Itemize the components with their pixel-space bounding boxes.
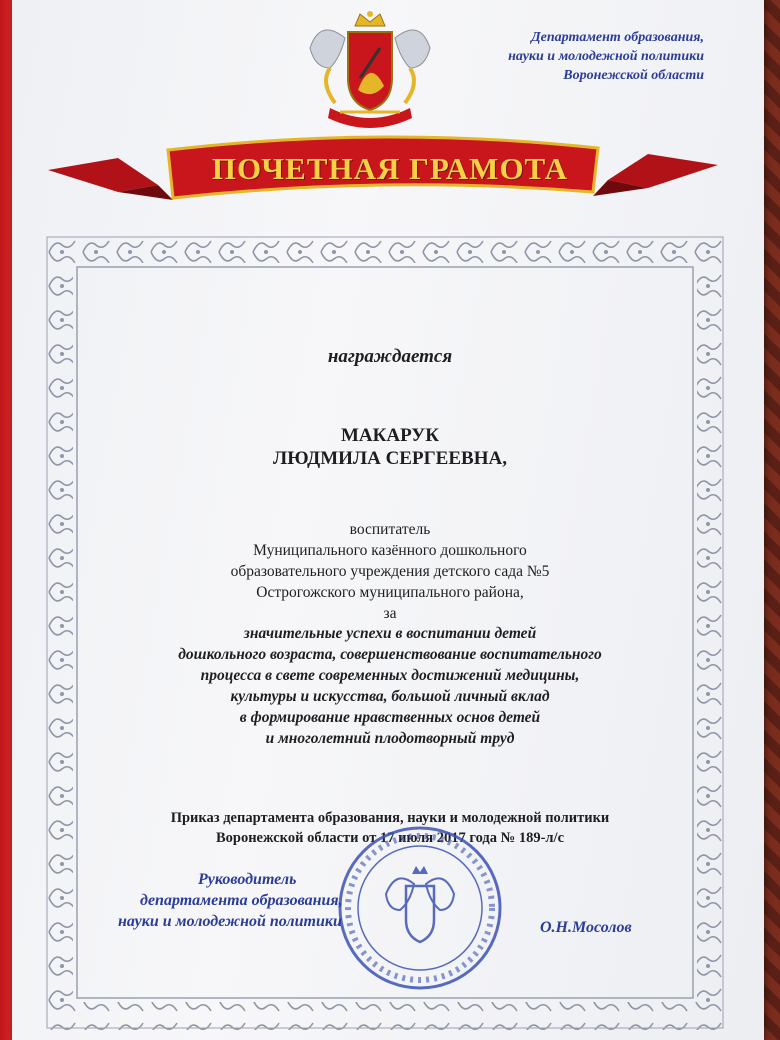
department-line: Департамент образования, [531, 30, 704, 45]
department-header [508, 28, 704, 85]
award-reason [0, 623, 780, 749]
signer-line: департамента образования, [140, 892, 343, 909]
merit-line: в формирование нравственных основ детей [239, 709, 541, 726]
awarded-label: награждается [327, 346, 453, 367]
signatory-name: О.Н.Мосолов [540, 919, 632, 936]
order-line: Воронежской области от 17 июля 2017 года № 189-л/с [215, 830, 565, 846]
recipient-surname: МАКАРУК [340, 425, 439, 446]
merit-line: процесса в свете современных достижений медицины, [200, 667, 580, 684]
position-line: за [383, 605, 397, 622]
certificate-title: ПОЧЕТНАЯ ГРАМОТА [211, 151, 569, 186]
signer-title [118, 869, 343, 932]
official-stamp [336, 824, 504, 992]
merit-line: культуры и искусства, большой личный вклад [230, 688, 550, 705]
position-line: Острогожского муниципального района, [256, 584, 524, 601]
signer-line: науки и молодежной политики [118, 913, 342, 930]
order-line: Приказ департамента образования, науки и молодежной политики [170, 810, 610, 826]
signer-line: Руководитель [198, 871, 297, 888]
department-line: науки и молодежной политики [508, 49, 704, 64]
position-line: Муниципального казённого дошкольного [253, 542, 527, 559]
merit-line: и многолетний плодотворный труд [265, 730, 515, 747]
recipient-given-name: ЛЮДМИЛА СЕРГЕЕВНА, [273, 448, 507, 469]
department-line: Воронежской области [563, 68, 704, 83]
position-line: образовательного учреждения детского сада №5 [230, 563, 550, 580]
merit-line: дошкольного возраста, совершенствование воспитательного [178, 646, 602, 663]
recipient-position [0, 519, 780, 624]
merit-line: значительные успехи в воспитании детей [243, 625, 537, 642]
position-line: воспитатель [349, 521, 431, 538]
recipient-name [0, 424, 780, 470]
coat-of-arms-icon [300, 8, 440, 138]
